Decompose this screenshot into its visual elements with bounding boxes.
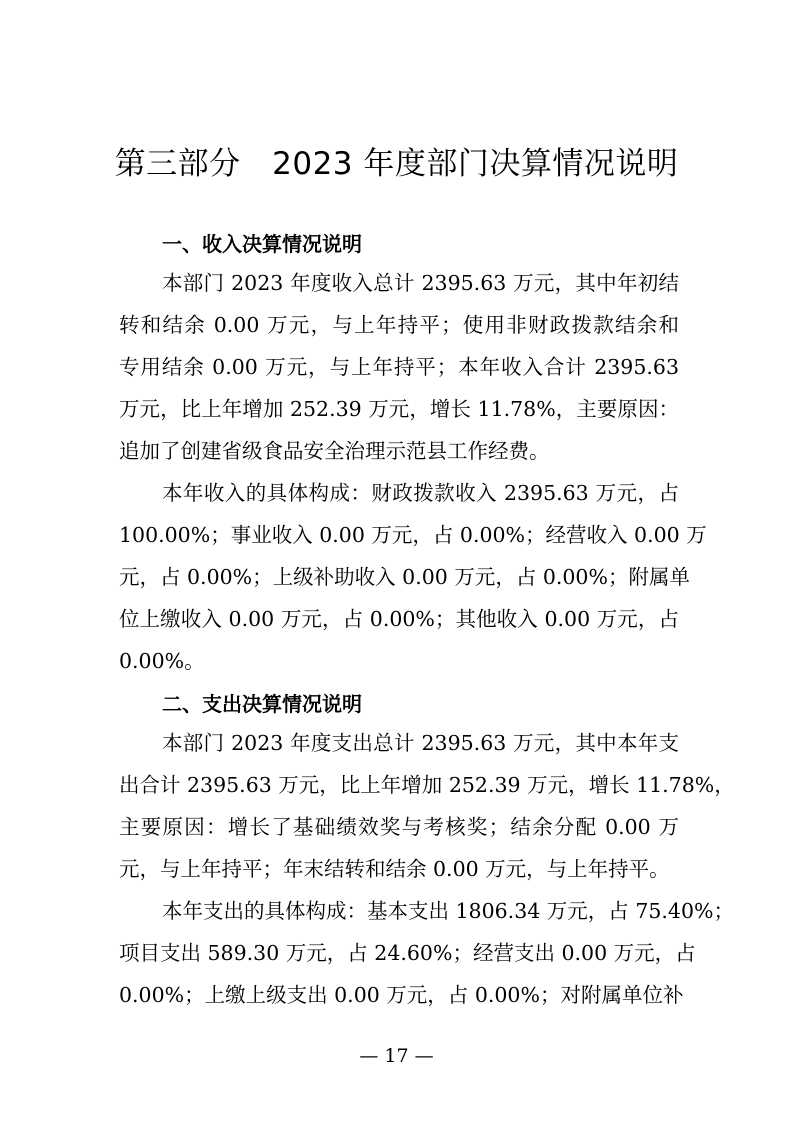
paragraph-line: 元，占 0.00%；上级补助收入 0.00 万元，占 0.00%；附属单 (119, 565, 690, 589)
paragraph-line: 专用结余 0.00 万元，与上年持平；本年收入合计 2395.63 (119, 355, 679, 379)
paragraph-line: 0.00%；上缴上级支出 0.00 万元，占 0.00%；对附属单位补 (119, 983, 684, 1007)
paragraph-line: 主要原因：增长了基础绩效奖与考核奖；结余分配 0.00 万 (119, 815, 679, 839)
paragraph-line: 本部门 2023 年度收入总计 2395.63 万元，其中年初结 (162, 271, 679, 295)
paragraph-line: 出合计 2395.63 万元，比上年增加 252.39 万元，增长 11.78%， (119, 773, 735, 797)
paragraph-line: 项目支出 589.30 万元，占 24.60%；经营支出 0.00 万元，占 (119, 941, 696, 965)
paragraph-line: 元，与上年持平；年末结转和结余 0.00 万元，与上年持平。 (119, 857, 670, 881)
paragraph-line: 本年收入的具体构成：财政拨款收入 2395.63 万元，占 (162, 481, 679, 505)
page-number: — 17 — (359, 1045, 434, 1067)
paragraph-line: 本年支出的具体构成：基本支出 1806.34 万元，占 75.40%； (162, 899, 734, 923)
paragraph-line: 本部门 2023 年度支出总计 2395.63 万元，其中本年支 (162, 731, 679, 755)
section-heading-income: 一、收入决算情况说明 (162, 232, 362, 256)
page-title: 第三部分 2023 年度部门决算情况说明 (114, 146, 679, 182)
paragraph-line: 0.00%。 (119, 649, 205, 673)
paragraph-line: 追加了创建省级食品安全治理示范县工作经费。 (119, 439, 550, 463)
paragraph-line: 100.00%；事业收入 0.00 万元，占 0.00%；经营收入 0.00 万 (119, 523, 707, 547)
section-heading-expenditure: 二、支出决算情况说明 (162, 692, 362, 716)
paragraph-line: 位上缴收入 0.00 万元，占 0.00%；其他收入 0.00 万元，占 (119, 607, 679, 631)
paragraph-line: 万元，比上年增加 252.39 万元，增长 11.78%，主要原因： (119, 397, 679, 421)
paragraph-line: 转和结余 0.00 万元，与上年持平；使用非财政拨款结余和 (119, 313, 679, 337)
